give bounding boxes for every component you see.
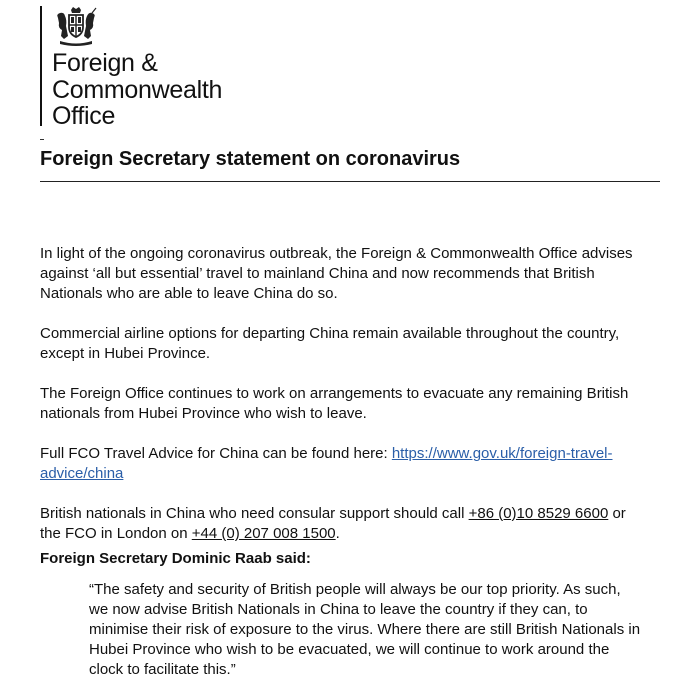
p5-text-2: or <box>608 505 626 522</box>
quote-line-5: clock to facilitate this.” <box>89 661 236 678</box>
p5-text-1: British nationals in China who need consular support should call <box>40 505 469 522</box>
paragraph-airlines <box>40 324 668 364</box>
travel-advice-link-continued[interactable]: advice/china <box>40 465 124 482</box>
quote-attribution-heading: Foreign Secretary Dominic Raab said: <box>40 550 311 567</box>
raab-quote <box>89 580 674 680</box>
quote-line-3: minimise their risk of exposure to the virus. Where there are still British Nationals in <box>89 621 641 638</box>
logo-vertical-rule <box>40 6 42 126</box>
logo-line-2: Commonwealth <box>52 75 223 104</box>
p3-line-2: nationals from Hubei Province who wish to leave. <box>40 405 367 422</box>
p2-line-2: except in Hubei Province. <box>40 345 211 362</box>
title-divider <box>40 181 660 182</box>
p1-line-2: against ‘all but essential’ travel to mainland China and now recommends that British <box>40 265 595 282</box>
p5-text-4: . <box>335 525 340 542</box>
paragraph-consular-support <box>40 504 668 544</box>
paragraph-evacuation <box>40 384 668 424</box>
quote-line-1: “The safety and security of British people will always be our top priority. As such, <box>89 581 621 598</box>
paragraph-travel-advice-link <box>40 444 668 484</box>
p2-line-1: Commercial airline options for departing China remain available throughout the country, <box>40 325 620 342</box>
p1-line-1: In light of the ongoing coronavirus outbreak, the Foreign & Commonwealth Office advises <box>40 245 633 262</box>
phone-london[interactable]: +44 (0) 207 008 1500 <box>191 525 336 542</box>
paragraph-travel-advice <box>40 244 668 304</box>
logo-line-3: Office <box>52 102 116 130</box>
page-title: Foreign Secretary statement on coronavirus <box>40 148 461 170</box>
decorative-mark <box>40 139 44 140</box>
fco-logo <box>40 6 270 134</box>
statement-body <box>40 244 668 569</box>
p4-text: Full FCO Travel Advice for China can be found here: <box>40 445 392 462</box>
logo-wordmark <box>52 50 222 130</box>
p1-line-3: Nationals who are able to leave China do so. <box>40 285 338 302</box>
logo-line-1: Foreign & <box>52 49 158 77</box>
royal-coat-of-arms-icon <box>52 6 100 46</box>
p3-line-1: The Foreign Office continues to work on arrangements to evacuate any remaining British <box>40 385 629 402</box>
quote-line-2: we now advise British Nationals in China to leave the country if they can, to <box>89 601 588 618</box>
phone-china[interactable]: +86 (0)10 8529 6600 <box>468 505 609 522</box>
quote-line-4: Hubei Province who wish to be evacuated, we will continue to work around the <box>89 641 610 658</box>
p5-text-3: the FCO in London on <box>40 525 192 542</box>
travel-advice-link[interactable]: https://www.gov.uk/foreign-travel- <box>391 445 613 462</box>
